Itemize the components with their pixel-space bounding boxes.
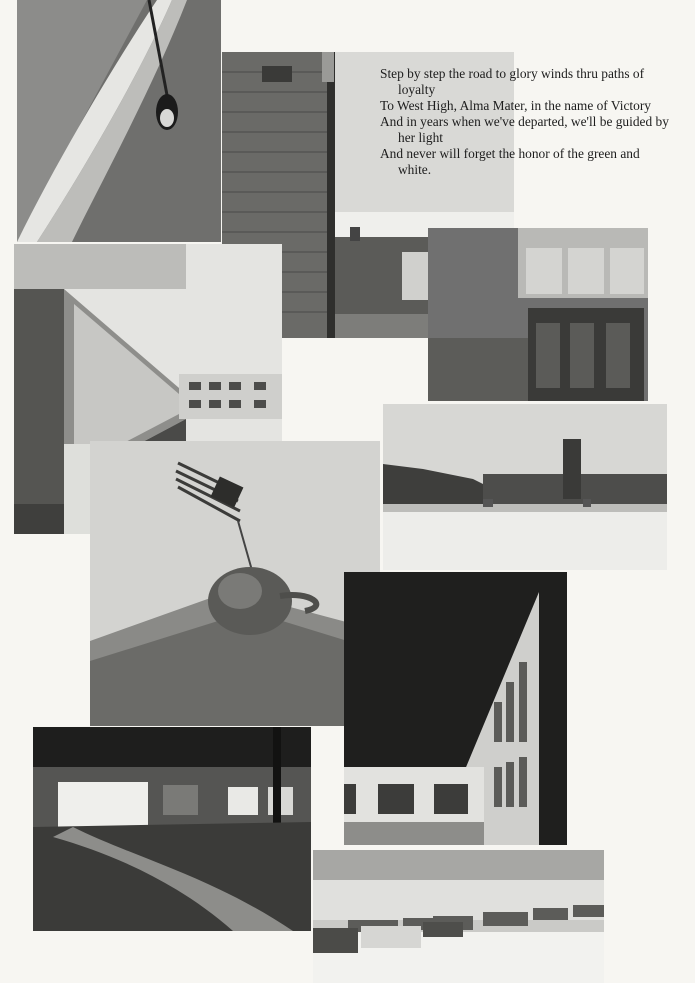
photo-parking-lot (313, 850, 604, 983)
photo-building-wing (344, 572, 567, 845)
verse-line-2: To West High, Alma Mater, in the name of Victory (380, 98, 651, 113)
photo-entrance-doors (428, 228, 648, 401)
photo-night-entrance (33, 727, 311, 931)
verse-line-4: And never will forget the honor of the green and white. (380, 146, 640, 177)
verse-line-3: And in years when we've departed, we'll be guided by her light (380, 114, 669, 145)
photo-flag-rope (90, 441, 380, 726)
photo-snow-chimney (383, 404, 667, 570)
alma-mater-verse (380, 66, 670, 178)
photo-lamp-post (17, 0, 221, 242)
verse-line-1: Step by step the road to glory winds thru paths of loyalty (380, 66, 645, 97)
